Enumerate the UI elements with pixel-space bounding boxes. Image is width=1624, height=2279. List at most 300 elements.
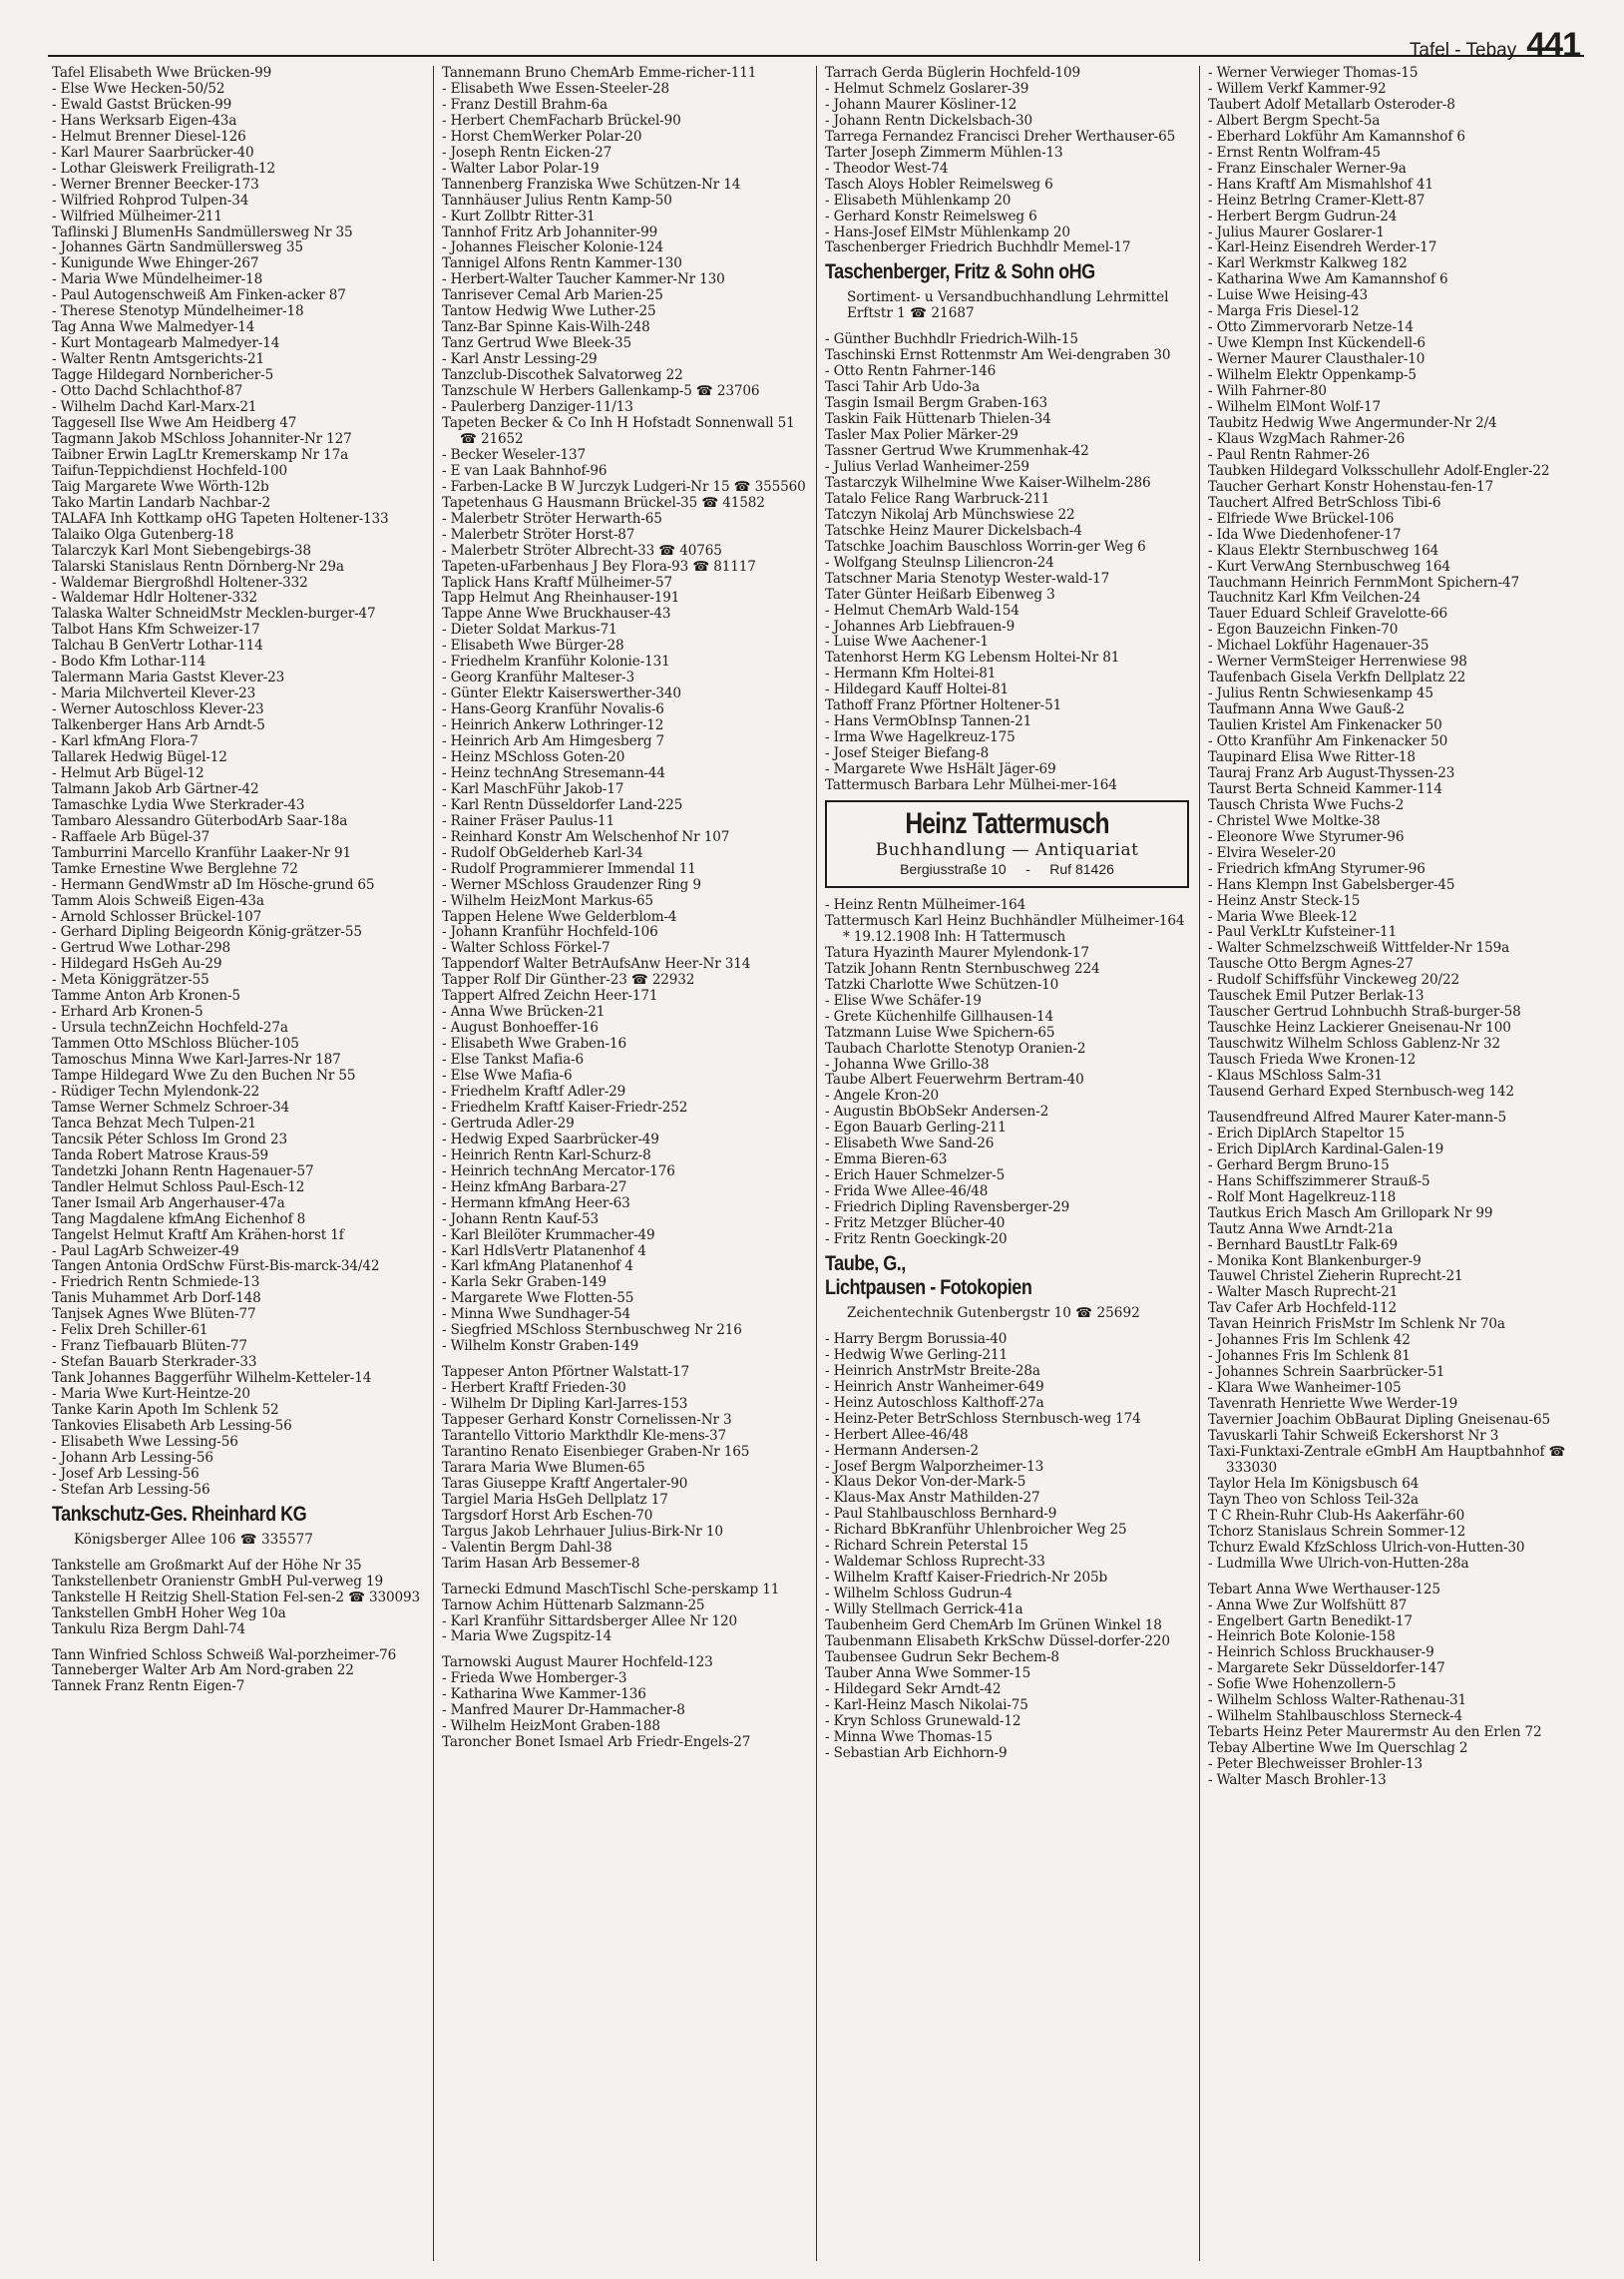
directory-entry: - E van Laak Bahnhof-96: [442, 462, 608, 479]
directory-entry: Tathoff Franz Pförtner Holtener-51: [825, 697, 1062, 714]
directory-entry: Talkenberger Hans Arb Arndt-5: [52, 717, 265, 734]
directory-entry: Tausendfreund Alfred Maurer Kater-mann-5: [1208, 1109, 1506, 1126]
directory-entry: - Ewald Gastst Brücken-99: [52, 96, 232, 113]
directory-entry: - Hans VermObInsp Tannen-21: [825, 713, 1032, 730]
directory-entry: - Klaus WzgMach Rahmer-26: [1208, 430, 1406, 447]
directory-entry: - Hildegard HsGeh Au-29: [52, 956, 222, 973]
directory-entry: Talermann Maria Gastst Klever-23: [52, 670, 285, 686]
directory-entry: Tavenrath Henriette Wwe Werder-19: [1208, 1396, 1458, 1413]
display-entry-address: Königsberger Allee 106 ☎ 335577: [74, 1531, 313, 1548]
directory-entry: Tarantino Renato Eisenbieger Graben-Nr 165: [442, 1443, 750, 1460]
directory-entry: Taschenberger Friedrich Buchhdlr Memel-17: [825, 239, 1131, 256]
directory-entry: Tarnow Achim Hüttenarb Salzmann-25: [442, 1596, 705, 1613]
directory-entry: Tag Anna Wwe Malmedyer-14: [52, 319, 255, 336]
directory-entry: Tautz Anna Wwe Arndt-21a: [1208, 1220, 1394, 1237]
directory-entry: - Rolf Mont Hagelkreuz-118: [1208, 1188, 1397, 1205]
directory-entry: Tappeser Gerhard Konstr Cornelissen-Nr 3: [442, 1412, 732, 1429]
directory-entry: Tausend Gerhard Exped Sternbusch-weg 142: [1208, 1084, 1514, 1100]
directory-entry: Taurst Berta Schneid Kammer-114: [1208, 780, 1442, 797]
directory-entry: - Johannes Schrein Saarbrücker-51: [1208, 1364, 1445, 1381]
directory-entry: - Heinz-Peter BetrSchloss Sternbusch-weg 174: [825, 1410, 1141, 1427]
directory-entry: - Heinrich Ankerw Lothringer-12: [442, 717, 664, 734]
directory-entry: - Michael Lokführ Hagenauer-35: [1208, 638, 1429, 655]
directory-entry: - August Bonhoeffer-16: [442, 1020, 599, 1037]
directory-entry: Tann Winfried Schloss Schweiß Wal-porzheimer-76: [52, 1646, 397, 1663]
directory-entry: Tatschke Joachim Bauschloss Worrin-ger Weg 6: [825, 538, 1146, 555]
directory-entry: Tatzki Charlotte Wwe Schützen-10: [825, 976, 1059, 993]
directory-entry: Tafel Elisabeth Wwe Brücken-99: [52, 66, 272, 81]
directory-entry: - Walter Rentn Amtsgerichts-21: [52, 351, 264, 368]
directory-entry: - Joseph Rentn Eicken-27: [442, 144, 612, 161]
directory-entry: Tapp Helmut Ang Rheinhauser-191: [442, 590, 680, 607]
directory-entry: Taufenbach Gisela Verkfn Dellplatz 22: [1208, 670, 1466, 686]
header-rule: [48, 55, 1584, 57]
directory-entry: - Meta Königgrätzer-55: [52, 972, 209, 989]
directory-entry: - Ida Wwe Diedenhofener-17: [1208, 526, 1402, 543]
directory-entry: - Heinrich Arb Am Himgesberg 7: [442, 733, 665, 750]
entry-list: [825, 332, 1193, 794]
directory-entry: - Heinz kfmAng Barbara-27: [442, 1178, 627, 1195]
directory-entry: - Johann Arb Lessing-56: [52, 1449, 213, 1466]
directory-entry: - Felix Dreh Schiller-61: [52, 1322, 208, 1339]
directory-entry: - Hans Werksarb Eigen-43a: [52, 112, 237, 129]
directory-entry: Tauchert Alfred BetrSchloss Tibi-6: [1208, 494, 1441, 511]
directory-entry: - Hans Kraftf Am Mismahlshof 41: [1208, 176, 1433, 193]
ad-dash: -: [1025, 860, 1030, 877]
directory-entry: - Sebastian Arb Eichhorn-9: [825, 1744, 1008, 1761]
directory-entry: - Klaus Elektr Sternbuschweg 164: [1208, 542, 1439, 559]
directory-entry: Taubken Hildegard Volksschullehr Adolf-Engler-22: [1208, 462, 1550, 479]
directory-entry: - Werner Autoschloss Klever-23: [52, 701, 264, 718]
directory-entry: - Elisabeth Wwe Sand-26: [825, 1136, 995, 1152]
directory-entry: - Sofie Wwe Hohenzollern-5: [1208, 1676, 1397, 1693]
column-2: [433, 66, 816, 2261]
directory-entry: Taplick Hans Kraftf Mülheimer-57: [442, 574, 672, 591]
entry-list: [52, 66, 427, 1499]
directory-entry: - Minna Wwe Sundhager-54: [442, 1306, 631, 1323]
directory-entry: - Gerhard Bergm Bruno-15: [1208, 1156, 1390, 1173]
directory-entry: - Augustin BbObSekr Andersen-2: [825, 1104, 1049, 1121]
directory-entry: - Karl Anstr Lessing-29: [442, 351, 598, 368]
directory-entry: - Theodor West-74: [825, 160, 949, 177]
directory-entry: Tatschke Heinz Maurer Dickelsbach-4: [825, 522, 1082, 539]
directory-entry: - Hans-Josef ElMstr Mühlenkamp 20: [825, 224, 1070, 240]
directory-entry: Tamke Ernestine Wwe Berglehne 72: [52, 860, 298, 877]
directory-entry: - Johannes Fris Im Schlenk 42: [1208, 1332, 1411, 1349]
directory-entry: Taibner Erwin LagLtr Kremerskamp Nr 17a: [52, 446, 349, 463]
directory-entry: - Maria Wwe Zugspitz-14: [442, 1628, 612, 1645]
directory-entry: - Wilhelm Schloss Gudrun-4: [825, 1586, 1013, 1602]
directory-entry: Tanrisever Cemal Arb Marien-25: [442, 287, 663, 304]
directory-columns: [50, 66, 1584, 2261]
ad-phone: Ruf 81426: [1049, 860, 1114, 877]
directory-entry: - Wilhelm Kraftf Kaiser-Friedrich-Nr 205b: [825, 1570, 1108, 1587]
directory-entry: - Wilhelm Dachd Karl-Marx-21: [52, 399, 257, 416]
directory-entry: Tasci Tahir Arb Udo-3a: [825, 379, 981, 396]
display-entry-tankschutz: Tankschutz-Ges. Rheinhard KG: [52, 1502, 307, 1526]
directory-entry: Taubitz Hedwig Wwe Angermunder-Nr 2/4: [1208, 414, 1497, 431]
directory-entry: Tebarts Heinz Peter Maurermstr Au den Erlen 72: [1208, 1724, 1542, 1741]
directory-entry: - Monika Kont Blankenburger-9: [1208, 1252, 1421, 1269]
directory-entry: - Hermann Kfm Holtei-81: [825, 666, 997, 683]
directory-entry: - Albert Bergm Specht-5a: [1208, 112, 1381, 129]
directory-entry: Tappendorf Walter BetrAufsAnw Heer-Nr 314: [442, 956, 751, 973]
directory-entry: - Manfred Maurer Dr-Hammacher-8: [442, 1702, 685, 1719]
directory-entry: - Richard Schrein Peterstal 15: [825, 1538, 1028, 1555]
directory-entry: - Klaus-Max Anstr Mathilden-27: [825, 1490, 1040, 1507]
directory-entry: Tasler Max Polier Märker-29: [825, 427, 1018, 444]
directory-entry: Tankstelle am Großmarkt Auf der Höhe Nr 35: [52, 1557, 362, 1574]
directory-entry: - Therese Stenotyp Mündelheimer-18: [52, 303, 304, 320]
directory-entry: - Ludmilla Wwe Ulrich-von-Hutten-28a: [1208, 1555, 1469, 1572]
directory-entry: - Fritz Metzger Blücher-40: [825, 1215, 1006, 1232]
display-entry-taube: Taube, G.,: [825, 1251, 906, 1275]
directory-entry: - Margarete Wwe Flotten-55: [442, 1290, 634, 1307]
directory-entry: - Wilhelm Schloss Walter-Rathenau-31: [1208, 1692, 1467, 1709]
directory-entry: - Peter Blechweisser Brohler-13: [1208, 1756, 1422, 1773]
directory-entry: Taupinard Elisa Wwe Ritter-18: [1208, 748, 1416, 765]
directory-entry: Targsdorf Horst Arb Eschen-70: [442, 1507, 653, 1524]
directory-entry: - Kurt Montagearb Malmedyer-14: [52, 335, 280, 352]
column-1: [50, 66, 433, 2261]
directory-entry: - Rudolf ObGelderheb Karl-34: [442, 844, 643, 861]
directory-entry: - Heinrich Anstr Wanheimer-649: [825, 1378, 1044, 1395]
directory-entry: - Klaus Dekor Von-der-Mark-5: [825, 1474, 1026, 1491]
directory-entry: Tanda Robert Matrose Kraus-59: [52, 1146, 268, 1163]
directory-entry: - Elfriede Wwe Brückel-106: [1208, 510, 1395, 527]
directory-entry: - Heinrich AnstrMstr Breite-28a: [825, 1362, 1040, 1379]
directory-entry: - Egon Bauarb Gerling-211: [825, 1120, 1007, 1137]
directory-entry: - Klara Wwe Wanheimer-105: [1208, 1380, 1402, 1397]
directory-entry: - Herbert Kraftf Frieden-30: [442, 1380, 626, 1397]
directory-entry: - Kunigunde Wwe Ehinger-267: [52, 255, 259, 272]
directory-entry: - Bernhard BaustLtr Falk-69: [1208, 1236, 1398, 1253]
directory-entry: - Johann Rentn Dickelsbach-30: [825, 112, 1032, 129]
directory-entry: Tatenhorst Herm KG Lebensm Holtei-Nr 81: [825, 650, 1120, 667]
directory-entry: - Maria Milchverteil Klever-23: [52, 685, 256, 702]
directory-entry: - Margarete Wwe HsHält Jäger-69: [825, 761, 1056, 778]
directory-entry: Taifun-Teppichdienst Hochfeld-100: [52, 462, 288, 479]
directory-entry: Tav Cafer Arb Hochfeld-112: [1208, 1300, 1398, 1317]
directory-entry: Tappert Alfred Zeichn Heer-171: [442, 988, 658, 1005]
directory-entry: Tappen Helene Wwe Gelderblom-4: [442, 908, 677, 925]
directory-entry: - Johannes Fleischer Kolonie-124: [442, 239, 664, 256]
directory-entry: - Emma Bieren-63: [825, 1151, 948, 1168]
directory-entry: - Frieda Wwe Homberger-3: [442, 1670, 627, 1687]
directory-entry: Tautkus Erich Masch Am Grillopark Nr 99: [1208, 1204, 1493, 1221]
directory-entry: Taras Giuseppe Kraftf Angertaler-90: [442, 1475, 688, 1492]
directory-entry: - Else Wwe Hecken-50/52: [52, 80, 225, 97]
directory-entry: Tannhof Fritz Arb Johanniter-99: [442, 224, 658, 240]
directory-entry: - Luise Wwe Heising-43: [1208, 287, 1368, 304]
directory-entry: Taylor Hela Im Königsbusch 64: [1208, 1475, 1420, 1492]
directory-entry: - Kurt VerwAng Sternbuschweg 164: [1208, 558, 1450, 575]
directory-entry: - Georg Kranführ Malteser-3: [442, 670, 634, 686]
directory-entry: Tauchnitz Karl Kfm Veilchen-24: [1208, 590, 1421, 607]
directory-entry: - Gertrud Wwe Lothar-298: [52, 940, 230, 957]
directory-entry: - Paul Autogenschweiß Am Finken-acker 87: [52, 287, 346, 304]
directory-entry: Tatzik Johann Rentn Sternbuschweg 224: [825, 960, 1100, 977]
directory-entry: Talarczyk Karl Mont Siebengebirgs-38: [52, 542, 311, 559]
directory-entry: - Otto Kranführ Am Finkenacker 50: [1208, 733, 1448, 750]
directory-entry: - Klaus MSchloss Salm-31: [1208, 1068, 1383, 1085]
directory-entry: - Johannes Gärtn Sandmüllersweg 35: [52, 239, 303, 256]
directory-entry: Tarara Maria Wwe Blumen-65: [442, 1459, 645, 1476]
directory-entry: Tauwel Christel Zieherin Ruprecht-21: [1208, 1268, 1463, 1285]
directory-entry: - Gertruda Adler-29: [442, 1115, 575, 1132]
directory-entry: Tatschner Maria Stenotyp Wester-wald-17: [825, 570, 1110, 587]
directory-entry: - Heinz Autoschloss Kalthoff-27a: [825, 1394, 1044, 1411]
directory-entry: - Johann Rentn Kauf-53: [442, 1210, 599, 1227]
directory-entry: - Herbert-Walter Taucher Kammer-Nr 130: [442, 271, 725, 288]
directory-entry: - Frida Wwe Allee-46/48: [825, 1183, 989, 1200]
column-3: [816, 66, 1199, 2261]
ad-business-name: Heinz Tattermusch: [905, 806, 1109, 840]
directory-entry: Tagmann Jakob MSchloss Johanniter-Nr 127: [52, 430, 352, 447]
directory-entry: - Christel Wwe Moltke-38: [1208, 812, 1381, 829]
directory-entry: - Minna Wwe Thomas-15: [825, 1728, 993, 1745]
directory-entry: - Johann Kranführ Hochfeld-106: [442, 924, 658, 941]
directory-entry: - Walter Schloss Förkel-7: [442, 940, 610, 957]
ad-tagline: Buchhandlung — Antiquariat: [875, 839, 1139, 860]
directory-entry: Tanneberger Walter Arb Am Nord-graben 22: [52, 1662, 354, 1679]
directory-entry: - Egon Bauzeichn Finken-70: [1208, 622, 1399, 639]
directory-entry: - Otto Dachd Schlachthof-87: [52, 383, 243, 400]
directory-entry: Tauraj Franz Arb August-Thyssen-23: [1208, 764, 1455, 781]
display-entry-address: Zeichentechnik Gutenbergstr 10 ☎ 25692: [847, 1304, 1140, 1321]
directory-entry: - Erhard Arb Kronen-5: [52, 1004, 203, 1021]
directory-entry: Tankstellen GmbH Hoher Weg 10a: [52, 1604, 286, 1621]
directory-entry: Taxi-Funktaxi-Zentrale eGmbH Am Hauptbahnhof ☎ 333030: [1208, 1443, 1566, 1476]
directory-entry: Tallarek Hedwig Bügel-12: [52, 748, 227, 765]
directory-entry: Tapper Rolf Dir Günther-23 ☎ 22932: [442, 972, 695, 989]
directory-entry: - Herbert ChemFacharb Brückel-90: [442, 112, 681, 129]
directory-entry: - Elisabeth Wwe Lessing-56: [52, 1433, 238, 1450]
directory-entry: Taubensee Gudrun Sekr Bechem-8: [825, 1648, 1059, 1665]
directory-entry: Tanke Karin Apoth Im Schlenk 52: [52, 1402, 279, 1419]
directory-entry: - Herbert Bergm Gudrun-24: [1208, 208, 1398, 225]
directory-entry: - Erich DiplArch Kardinal-Galen-19: [1208, 1140, 1444, 1157]
directory-entry: Tauschke Heinz Lackierer Gneisenau-Nr 100: [1208, 1020, 1511, 1037]
directory-entry: - Arnold Schlosser Brückel-107: [52, 908, 262, 925]
directory-entry: Targiel Maria HsGeh Dellplatz 17: [442, 1491, 668, 1508]
directory-entry: Tarter Joseph Zimmerm Mühlen-13: [825, 144, 1063, 161]
directory-entry: - Hildegard Kauff Holtei-81: [825, 682, 1010, 698]
directory-entry: Taggesell Ilse Wwe Am Heidberg 47: [52, 414, 297, 431]
directory-entry: - Friedrich kfmAng Styrumer-96: [1208, 860, 1425, 877]
directory-entry: - Stefan Bauarb Sterkrader-33: [52, 1354, 257, 1371]
directory-entry: Tauer Eduard Schleif Gravelotte-66: [1208, 606, 1447, 623]
directory-entry: - Walter Masch Ruprecht-21: [1208, 1284, 1399, 1301]
directory-entry: - Maria Wwe Kurt-Heintze-20: [52, 1386, 250, 1403]
directory-entry: Tayn Theo von Schloss Teil-32a: [1208, 1491, 1419, 1508]
directory-entry: - Karl-Heinz Eisendreh Werder-17: [1208, 239, 1437, 256]
directory-entry: Tebay Albertine Wwe Im Querschlag 2: [1208, 1740, 1468, 1757]
directory-entry: - Elise Wwe Schäfer-19: [825, 992, 982, 1009]
directory-entry: Tavan Heinrich FrisMstr Im Schlenk Nr 70a: [1208, 1316, 1505, 1333]
directory-entry: Tannhäuser Julius Rentn Kamp-50: [442, 192, 672, 209]
directory-entry: Taig Margarete Wwe Wörth-12b: [52, 478, 269, 495]
directory-entry: Taubach Charlotte Stenotyp Oranien-2: [825, 1040, 1086, 1057]
directory-entry: Taner Ismail Arb Angerhauser-47a: [52, 1194, 285, 1211]
directory-entry: Tamm Alois Schweiß Eigen-43a: [52, 892, 264, 909]
directory-entry: Tankovies Elisabeth Arb Lessing-56: [52, 1418, 292, 1435]
directory-entry: - Erich Hauer Schmelzer-5: [825, 1167, 1006, 1184]
directory-entry: - Johannes Arb Liebfrauen-9: [825, 618, 1015, 635]
directory-entry: - Günther Buchhdlr Friedrich-Wilh-15: [825, 331, 1078, 348]
directory-entry: Tappe Anne Wwe Bruckhauser-43: [442, 606, 671, 623]
directory-entry: Tauber Anna Wwe Sommer-15: [825, 1664, 1031, 1681]
directory-entry: Tankstelle H Reitzig Shell-Station Fel-sen-2 ☎ 330093: [52, 1589, 421, 1605]
directory-entry: - Wilhelm Konstr Graben-149: [442, 1338, 639, 1355]
directory-entry: Tandler Helmut Schloss Paul-Esch-12: [52, 1178, 305, 1195]
directory-entry: - Karl Kranführ Sittardsberger Allee Nr 120: [442, 1612, 738, 1629]
display-entry-taschenberger: Taschenberger, Fritz & Sohn oHG: [825, 260, 1095, 284]
directory-entry: - Irma Wwe Hagelkreuz-175: [825, 729, 1015, 746]
directory-entry: - Wilhelm ElMont Wolf-17: [1208, 399, 1382, 416]
directory-entry: - Gerhard Konstr Reimelsweg 6: [825, 208, 1037, 225]
directory-entry: - Heinz Anstr Steck-15: [1208, 892, 1361, 909]
directory-entry: Tammen Otto MSchloss Blücher-105: [52, 1036, 299, 1053]
directory-entry: Tatczyn Nikolaj Arb Münchswiese 22: [825, 506, 1075, 523]
directory-entry: Tank Johannes Baggerführ Wilhelm-Ketteler-14: [52, 1370, 372, 1387]
directory-entry: - Elisabeth Wwe Graben-16: [442, 1036, 626, 1053]
directory-entry: - Hans Klempn Inst Gabelsberger-45: [1208, 876, 1455, 893]
directory-entry: Taucher Gerhart Konstr Hohenstau-fen-17: [1208, 478, 1493, 495]
directory-entry: - Hermann Andersen-2: [825, 1442, 979, 1459]
entry-list: [1208, 1583, 1576, 1789]
directory-entry: Tanz-Bar Spinne Kais-Wilh-248: [442, 319, 650, 336]
directory-entry: - Heinrich Schloss Bruckhauser-9: [1208, 1644, 1434, 1661]
directory-entry: - Karl Bleilöter Krummacher-49: [442, 1226, 655, 1243]
directory-entry: Tannigel Alfons Rentn Kammer-130: [442, 255, 682, 272]
directory-entry: Tantow Hedwig Wwe Luther-25: [442, 303, 656, 320]
directory-entry: - Franz Einschaler Werner-9a: [1208, 160, 1407, 177]
directory-entry: Taschinski Ernst Rottenmstr Am Wei-dengraben 30: [825, 347, 1171, 364]
directory-entry: Tagge Hildegard Nornbericher-5: [52, 367, 274, 384]
directory-entry: - Karl Maurer Saarbrücker-40: [52, 144, 254, 161]
directory-entry: Tebart Anna Wwe Werthauser-125: [1208, 1581, 1440, 1597]
directory-entry: - Heinrich Rentn Karl-Schurz-8: [442, 1146, 651, 1163]
directory-entry: Tannenberg Franziska Wwe Schützen-Nr 14: [442, 176, 741, 193]
directory-entry: Tanis Muhammet Arb Dorf-148: [52, 1290, 261, 1307]
directory-entry: - Heinrich technAng Mercator-176: [442, 1162, 675, 1179]
directory-entry: Taskin Faik Hüttenarb Thielen-34: [825, 411, 1051, 428]
directory-entry: Tater Günter Heißarb Eibenweg 3: [825, 586, 1055, 603]
directory-entry: - Franz Tiefbauarb Blüten-77: [52, 1338, 247, 1355]
directory-entry: - Malerbetr Ströter Herwarth-65: [442, 510, 662, 527]
directory-entry: - Maria Wwe Bleek-12: [1208, 908, 1358, 925]
directory-entry: Targus Jakob Lehrhauer Julius-Birk-Nr 10: [442, 1523, 723, 1540]
directory-entry: Tarnecki Edmund MaschTischl Sche-perskamp 11: [442, 1581, 780, 1597]
directory-entry: Tausch Frieda Wwe Kronen-12: [1208, 1052, 1417, 1069]
directory-entry: Taufmann Anna Wwe Gauß-2: [1208, 701, 1405, 718]
directory-entry: - Herbert Allee-46/48: [825, 1426, 969, 1443]
directory-entry: - Erich DiplArch Stapeltor 15: [1208, 1125, 1406, 1141]
directory-entry: - Otto Rentn Fahrner-146: [825, 363, 997, 380]
directory-entry: - Maria Wwe Mündelheimer-18: [52, 271, 263, 288]
entry-list: [52, 1559, 427, 1638]
directory-entry: - Karl HdlsVertr Platanenhof 4: [442, 1242, 646, 1259]
directory-entry: Taubenheim Gerd ChemArb Im Grünen Winkel 18: [825, 1617, 1162, 1634]
advertisement-box: [825, 800, 1189, 888]
directory-entry: Talarski Stanislaus Rentn Dörnberg-Nr 29a: [52, 558, 344, 575]
directory-entry: - Karl-Heinz Masch Nikolai-75: [825, 1696, 1028, 1713]
directory-entry: Tamaschke Lydia Wwe Sterkrader-43: [52, 796, 305, 813]
directory-entry: - Hildegard Sekr Arndt-42: [825, 1680, 1002, 1697]
directory-entry: - Wilhelm Dr Dipling Karl-Jarres-153: [442, 1396, 688, 1413]
directory-entry: Talaska Walter SchneidMstr Mecklen-burger-47: [52, 606, 376, 623]
directory-entry: Tasgin Ismail Bergm Graben-163: [825, 395, 1048, 412]
directory-entry: - Eleonore Wwe Styrumer-96: [1208, 828, 1405, 845]
directory-entry: - Kurt Zollbtr Ritter-31: [442, 208, 596, 225]
column-4: [1199, 66, 1582, 2261]
directory-entry: - Elisabeth Wwe Bürger-28: [442, 638, 624, 655]
directory-entry: - Willy Stellmach Gerrick-41a: [825, 1601, 1023, 1618]
directory-entry: - Wilfried Mülheimer-211: [52, 208, 222, 225]
directory-entry: Talaiko Olga Gutenberg-18: [52, 526, 234, 543]
directory-entry: - Harry Bergm Borussia-40: [825, 1330, 1008, 1347]
ad-address: Bergiusstraße 10: [900, 860, 1007, 877]
display-entry-taube-services: Lichtpausen - Fotokopien: [825, 1275, 1032, 1299]
directory-entry: - Rainer Fräser Paulus-11: [442, 812, 615, 829]
directory-entry: - Hedwig Exped Saarbrücker-49: [442, 1131, 659, 1147]
directory-entry: - Siegfried MSchloss Sternbuschweg Nr 216: [442, 1322, 742, 1339]
directory-entry: - Wilh Fahrner-80: [1208, 383, 1327, 400]
directory-entry: Tapetenhaus G Hausmann Brückel-35 ☎ 41582: [442, 494, 765, 511]
directory-entry: - Friedrich Dipling Ravensberger-29: [825, 1199, 1070, 1216]
directory-entry: - Malerbetr Ströter Horst-87: [442, 526, 635, 543]
directory-entry: - Angele Kron-20: [825, 1088, 940, 1105]
directory-entry: - Wilfried Rohprod Tulpen-34: [52, 192, 249, 209]
directory-entry: - Friedhelm Kranführ Kolonie-131: [442, 654, 670, 671]
directory-entry: - Hans-Georg Kranführ Novalis-6: [442, 701, 664, 718]
directory-entry: - Josef Steiger Biefang-8: [825, 745, 990, 762]
entry-list: [52, 1648, 427, 1696]
directory-entry: Tassner Gertrud Wwe Krummenhak-42: [825, 443, 1089, 460]
directory-entry: - Paul LagArb Schweizer-49: [52, 1242, 239, 1259]
entry-list: [442, 1365, 810, 1572]
directory-entry: - Stefan Arb Lessing-56: [52, 1481, 210, 1498]
directory-entry: - Werner Maurer Clausthaler-10: [1208, 351, 1425, 368]
directory-entry: Taulien Kristel Am Finkenacker 50: [1208, 717, 1442, 734]
directory-entry: - Otto Zimmervorarb Netze-14: [1208, 319, 1414, 336]
directory-entry: - Paul Rentn Rahmer-26: [1208, 446, 1370, 463]
directory-entry: Tamburrini Marcello Kranführ Laaker-Nr 91: [52, 844, 351, 861]
directory-entry: - Karla Sekr Graben-149: [442, 1274, 607, 1291]
directory-entry: - Paul Stahlbauschloss Bernhard-9: [825, 1506, 1057, 1523]
directory-entry: - Hans Schiffszimmerer Strauß-5: [1208, 1172, 1430, 1189]
directory-entry: - Katharina Wwe Kammer-136: [442, 1686, 646, 1703]
directory-entry: - Elvira Weseler-20: [1208, 844, 1336, 861]
directory-entry: Tauschek Emil Putzer Berlak-13: [1208, 988, 1424, 1005]
directory-entry: Tamse Werner Schmelz Schroer-34: [52, 1099, 289, 1116]
directory-entry: - Uwe Klempn Inst Kückendell-6: [1208, 335, 1425, 352]
directory-entry: - Josef Arb Lessing-56: [52, 1465, 200, 1482]
directory-entry: Tarim Hasan Arb Bessemer-8: [442, 1555, 640, 1572]
directory-entry: - Friedrich Rentn Schmiede-13: [52, 1274, 260, 1291]
directory-entry: TALAFA Inh Kottkamp oHG Tapeten Holtener-133: [52, 510, 389, 527]
directory-entry: Tancsik Péter Schloss Im Grond 23: [52, 1131, 288, 1147]
directory-entry: Taflinski J BlumenHs Sandmüllersweg Nr 35: [52, 224, 353, 240]
directory-entry: - Hedwig Wwe Gerling-211: [825, 1346, 1008, 1363]
directory-entry: Taroncher Bonet Ismael Arb Friedr-Engels-27: [442, 1734, 751, 1751]
entry-list: [825, 66, 1193, 256]
directory-entry: - Johanna Wwe Grillo-38: [825, 1056, 990, 1073]
directory-entry: - Grete Küchenhilfe Gillhausen-14: [825, 1008, 1054, 1025]
directory-entry: - Helmut ChemArb Wald-154: [825, 602, 1019, 619]
directory-entry: - Wolfgang Steulnsp Liliencron-24: [825, 554, 1054, 571]
